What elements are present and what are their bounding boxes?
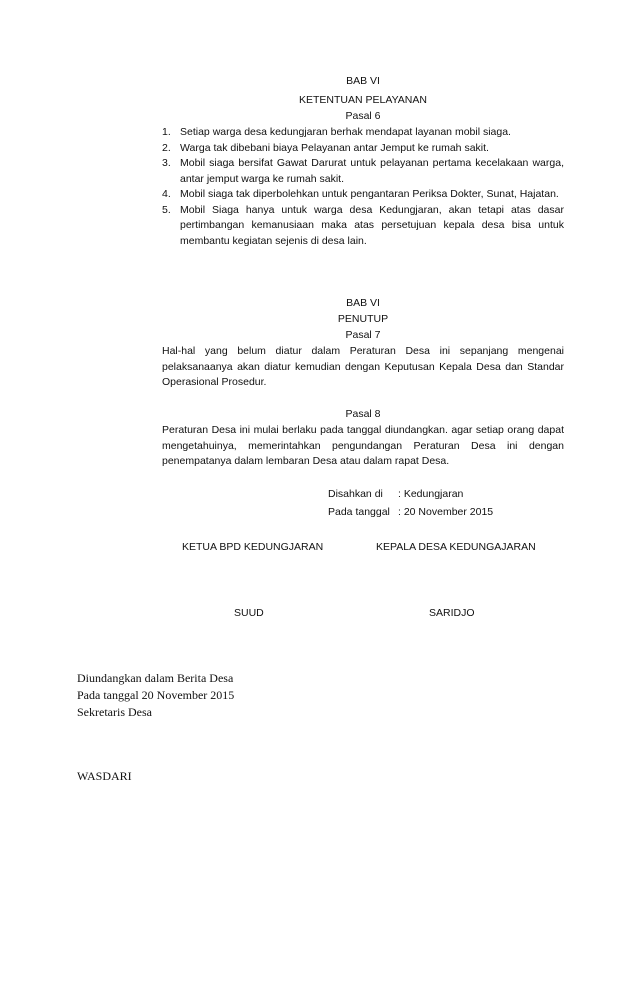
promulgation-line-1: Diundangkan dalam Berita Desa [77, 671, 234, 685]
ketua-bpd-name: SUUD [234, 607, 264, 619]
list-item-text: Mobil siaga tak diperbolehkan untuk pengantaran Periksa Dokter, Sunat, Hajatan. [180, 188, 559, 200]
penutup-heading: BAB VI [346, 297, 380, 309]
signing-date-value: : 20 November 2015 [398, 506, 494, 518]
list-item-number: 5. [162, 203, 171, 216]
list-item [162, 156, 564, 187]
pasal6-list [162, 125, 564, 249]
signing-date-label: Pada tanggal [328, 506, 390, 518]
list-item-text: Mobil siaga bersifat Gawat Darurat untuk pelayanan pertama kecelakaan warga, antar jemput warga ke rumah sakit. [180, 157, 564, 185]
list-item-text: Setiap warga desa kedungjaran berhak mendapat layanan mobil siaga. [180, 126, 511, 138]
list-item-number: 2. [162, 141, 171, 154]
list-item [162, 187, 564, 203]
penutup-subheading: PENUTUP [337, 313, 389, 325]
list-item [162, 125, 564, 141]
list-item-number: 3. [162, 157, 171, 169]
list-item [162, 141, 564, 157]
list-item-number: 4. [162, 188, 171, 200]
pasal8-heading: Pasal 8 [345, 408, 381, 420]
ketua-bpd-title: KETUA BPD KEDUNGJARAN [182, 541, 324, 553]
list-item-text: Warga tak dibebani biaya Pelayanan antar Jemput ke rumah sakit. [180, 141, 489, 154]
list-item-text: Mobil Siaga hanya untuk warga desa Kedungjaran, akan tetapi atas dasar pertimbangan kemanusiaan maka atas persetujuan kepala desa bisa untuk membantu kegiatan sejenis di desa lain. [180, 203, 564, 247]
bab6-subheading: KETENTUAN PELAYANAN [299, 94, 427, 106]
signing-place [328, 485, 463, 503]
kepala-desa-title: KEPALA DESA KEDUNGAJARAN [376, 541, 536, 553]
pasal6-heading: Pasal 6 [345, 110, 381, 122]
promulgation-line-2: Pada tanggal 20 November 2015 [77, 688, 235, 702]
pasal7-heading: Pasal 7 [345, 329, 381, 341]
promulgation-line-3: Sekretaris Desa [77, 705, 152, 719]
list-item-number: 1. [162, 126, 171, 138]
signing-date [328, 503, 493, 521]
list-item [162, 203, 564, 250]
sekretaris-name: WASDARI [77, 769, 132, 783]
bab6-heading: BAB VI [346, 75, 380, 87]
kepala-desa-name: SARIDJO [429, 607, 475, 619]
pasal8-text: Peraturan Desa ini mulai berlaku pada tanggal diundangkan. agar setiap orang dapat mengetahuinya, memerintahkan pengundangan Peraturan Desa ini dengan penempatanya dalam lembaran Desa atau dalam rapat Desa. [162, 424, 564, 467]
signing-place-label: Disahkan di [328, 488, 383, 500]
pasal7-text: Hal-hal yang belum diatur dalam Peraturan Desa ini sepanjang mengenai pelaksanaanya akan diatur kemudian dengan Keputusan Kepala Desa dan Standar Operasional Prosedur. [162, 345, 564, 388]
signing-place-value: : Kedungjaran [398, 488, 464, 500]
